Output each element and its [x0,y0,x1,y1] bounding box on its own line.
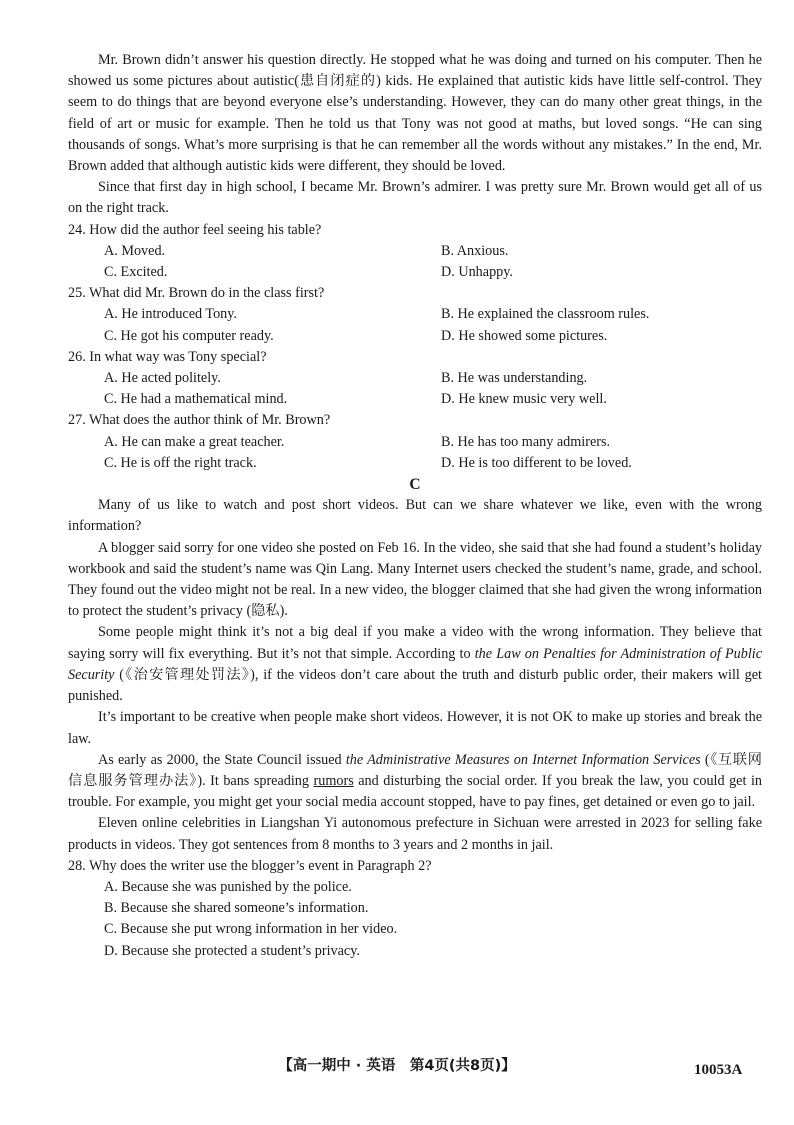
question-27-option-a: A. He can make a great teacher. [104,433,285,450]
question-27-options [104,432,762,474]
question-26-option-d: D. He knew music very well. [441,391,607,408]
passage-c-paragraph-3 [68,622,762,707]
question-26-option-b: B. He was understanding. [441,370,588,387]
passage-b-paragraph-1: Mr. Brown didn’t answer his question directly. He stopped what he was doing and turned on his computer. Then he showed us some pictures about autistic(患自闭症的) kids. He explained that autistic kids have little self-control. They seem to do things that are beyond everyone else’s understanding. However, they can do many other great things, in the field of art or music for example. Then he told us that Tony was not good at maths, but loved songs. “He can sing thousands of songs. What’s more surprising is that he can remember all the words without any mistakes.” In the end, Mr. Brown added that although autistic kids were different, they should be loved. [68,52,762,175]
question-25-option-b: B. He explained the classroom rules. [441,306,650,323]
passage-c-paragraph-1: Many of us like to watch and post short videos. But can we share whatever we like, even with the wrong information? [68,497,762,535]
question-25-stem: 25. What did Mr. Brown do in the class first? [68,285,325,302]
paragraph-3-text-b: (《治安管理处罚法》), if the videos don’t care about the truth and disturb public order, their makers will get punished. [68,666,762,705]
question-24-option-d: D. Unhappy. [441,264,513,281]
question-25-option-a: A. He introduced Tony. [104,306,237,323]
question-26-option-a: A. He acted politely. [104,370,221,387]
page-footer-label: 【高一期中 · 英语 第4页(共8页)】 [278,1058,516,1074]
passage-c-paragraph-5 [68,750,762,814]
law-title-internet-services: the Administrative Measures on Internet Information Services [345,751,701,768]
question-27-option-c: C. He is off the right track. [104,454,257,471]
passage-c-paragraph-2: A blogger said sorry for one video she posted on Feb 16. In the video, she said that she had found a student’s holiday workbook and said the student’s name was Qin Lang. Many Internet users checked the student’s name, grade, and school. They found out the video might not be real. In a new video, the blogger claimed that she had given the wrong information to protect the student’s privacy (隐私). [68,539,762,620]
paragraph-5-text-a: As early as 2000, the State Council issued [98,751,346,768]
exam-page [68,50,762,962]
passage-c-paragraph-6: Eleven online celebrities in Liangshan Yi autonomous prefecture in Sichuan were arrested in 2023 for selling fake products in videos. They got sentences from 8 months to 3 years and 2 months in jail. [68,815,762,853]
question-27-option-b: B. He has too many admirers. [441,433,611,450]
question-28-option-c: C. Because she put wrong information in her video. [104,921,398,938]
question-28-option-d: D. Because she protected a student’s privacy. [104,942,360,959]
exam-code: 10053A [694,1062,743,1078]
section-c-heading: C [409,476,421,494]
underlined-word-rumors: rumors [313,772,354,789]
passage-b-paragraph-2: Since that first day in high school, I became Mr. Brown’s admirer. I was pretty sure Mr. Brown would get all of us on the right track. [68,179,762,217]
passage-c-paragraph-4: It’s important to be creative when people make short videos. However, it is not OK to make up stories and break the law. [68,709,762,747]
paragraph-5-text-b: (《互联网信息服务管理办法》). It bans spreading [68,751,762,789]
law-title-public-security: the Law on Penalties for Administration of Public Security [68,645,762,683]
question-25-options [104,304,762,346]
question-27-option-d: D. He is too different to be loved. [441,454,632,471]
question-28-options [104,877,762,962]
question-26-stem: 26. In what way was Tony special? [68,348,267,365]
question-24-option-a: A. Moved. [104,242,166,259]
question-26-options [104,368,762,410]
question-28-option-a: A. Because she was punished by the police. [104,878,352,895]
question-27-stem: 27. What does the author think of Mr. Brown? [68,412,331,429]
question-24-stem: 24. How did the author feel seeing his table? [68,221,322,238]
question-26-option-c: C. He had a mathematical mind. [104,391,288,408]
question-28-option-b: B. Because she shared someone’s information. [104,900,369,917]
question-24-option-c: C. Excited. [104,264,168,281]
question-24-options [104,241,762,283]
paragraph-5-text-c: and disturbing the social order. If you break the law, you could get in trouble. For example, you might get your social media account stopped, have to pay fines, get detained or even go to jail. [68,772,762,811]
question-25-option-d: D. He showed some pictures. [441,327,608,344]
paragraph-3-text-a: Some people might think it’s not a big deal if you make a video with the wrong information. They believe that saying sorry will fix everything. But it’s not that simple. According to [68,624,762,662]
question-28-stem: 28. Why does the writer use the blogger’s event in Paragraph 2? [68,857,432,874]
question-24-option-b: B. Anxious. [441,242,509,259]
question-25-option-c: C. He got his computer ready. [104,327,274,344]
